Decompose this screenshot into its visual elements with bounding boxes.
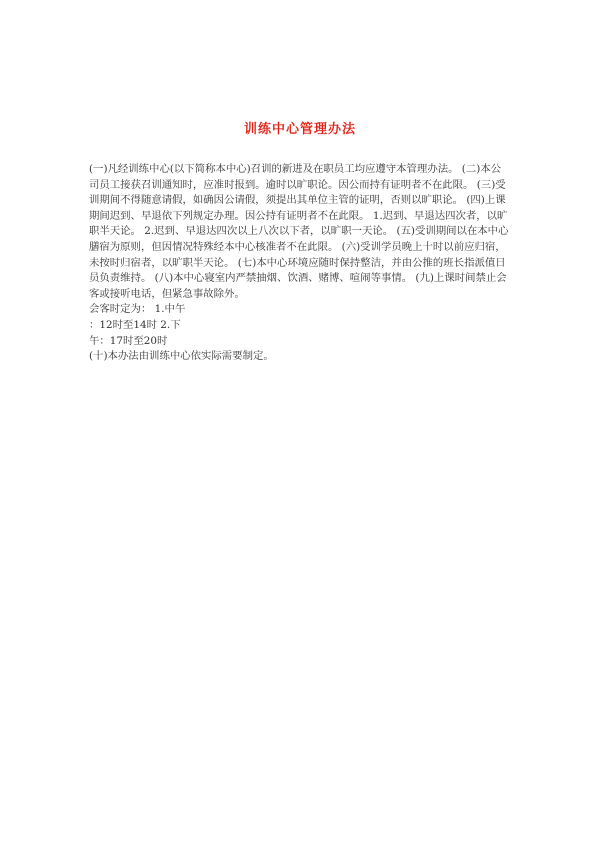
body-line: 员负责维持。 (八)本中心寝室内严禁抽烟、饮酒、赌博、喧闹等事情。 (九)上课时间禁止会 (89, 272, 507, 285)
body-line: (一)凡经训练中心(以下简称本中心)召训的新进及在职员工均应遵守本管理办法。 (二)本公 (89, 163, 502, 175)
document-title: 训练中心管理办法 (243, 122, 356, 137)
body-line: 午：17时至20时 (89, 334, 168, 347)
body-line: (十)本办法由训练中心依实际需要制定。 (89, 350, 274, 363)
body-line: 期间迟到、早退依下列规定办理。因公持有证明者不在此限。 1.迟到、早退达四次者，以旷 (89, 209, 508, 222)
body-line: 训期间不得随意请假，如确因公请假，须提出其单位主管的证明，否则以旷职论。 (四)上课 (89, 194, 506, 207)
body-line: 会客时定为： 1.中午 (89, 303, 186, 316)
body-line: ：12时至14时 2.下 (89, 318, 181, 331)
body-line: 客或接听电话，但紧急事故除外。 (89, 287, 245, 300)
document-body (89, 162, 529, 365)
body-line: 职半天论。 2.迟到、早退达四次以上八次以下者，以旷职一天论。 (五)受训期间以在本中心 (89, 225, 509, 238)
body-line: 膳宿为原则，但因情况特殊经本中心核准者不在此限。 (六)受训学员晚上十时以前应归宿， (89, 240, 506, 253)
body-line: 司员工接获召训通知时，应准时报到。逾时以旷职论。因公而持有证明者不在此限。 (三)受 (89, 178, 506, 191)
body-line: 未按时归宿者，以旷职半天论。 (七)本中心环境应随时保持整洁，并由公推的班长指派值日 (89, 256, 506, 269)
